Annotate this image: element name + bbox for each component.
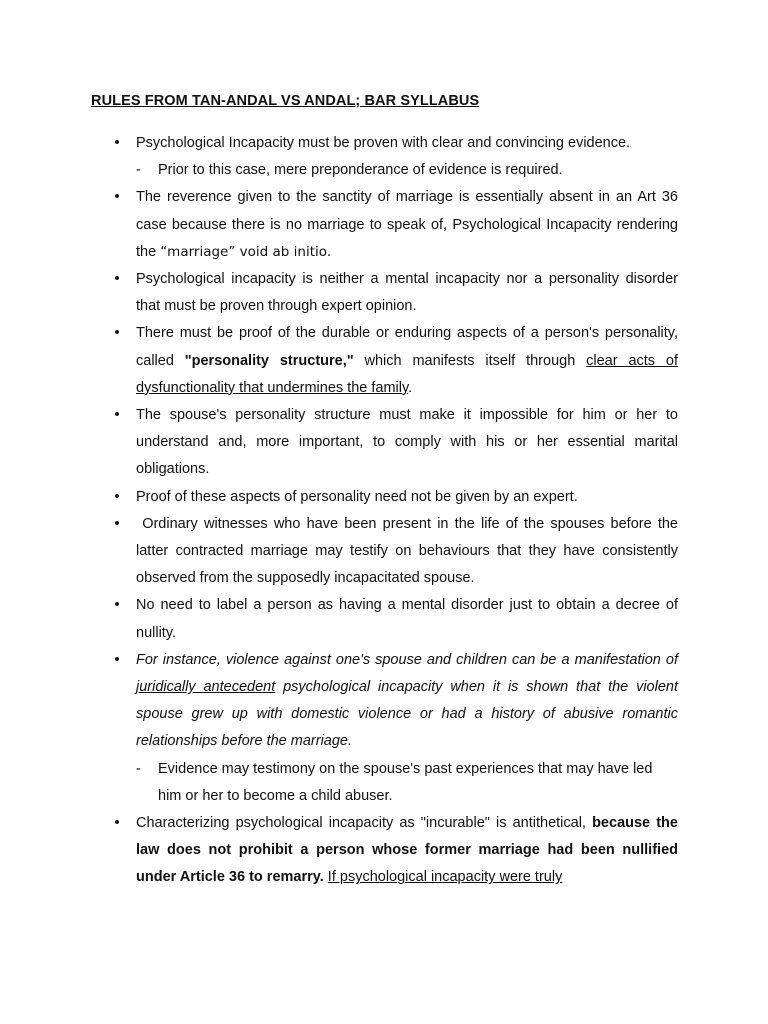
bullet-icon: • (114, 815, 120, 832)
list-item (0, 184, 678, 266)
list-item (0, 402, 678, 484)
rule-text: No need to label a person as having a mental disorder just to obtain a decree of nullity. (136, 597, 678, 641)
rules-list (0, 130, 768, 892)
list-item (0, 130, 678, 157)
sub-list-item (0, 756, 678, 810)
rule-text: Psychological incapacity is neither a mental incapacity nor a personality disorder that must be proven through expert opinion. (136, 271, 678, 315)
rule-text: The spouse's personality structure must make it impossible for him or her to understand and, more important, to comply with his or her essential marital obligations. (136, 407, 678, 478)
rule-text: The reverence given to the sanctity of marriage is essentially absent in an Art 36 case because there is no marriage to speak of, Psychological Incapacity rendering the (136, 189, 678, 260)
dash-icon: - (136, 760, 141, 777)
bullet-icon: • (114, 271, 120, 288)
rule-text-bold: "personality structure," (184, 352, 354, 369)
bullet-icon: • (114, 597, 120, 614)
rule-text-underlined: If psychological incapacity were truly (327, 869, 563, 886)
list-item (0, 592, 678, 646)
rule-text-italic-underlined: juridically antecedent (136, 679, 276, 696)
sub-list-item (0, 157, 678, 184)
list-item (0, 320, 678, 402)
list-item (0, 511, 683, 593)
list-item (0, 647, 678, 756)
bullet-icon: • (114, 407, 120, 424)
list-item (0, 484, 678, 511)
bullet-icon: • (114, 651, 120, 668)
sub-rule-text: Prior to this case, mere preponderance of evidence is required. (158, 162, 563, 179)
bullet-icon: • (114, 488, 120, 505)
rule-text: Proof of these aspects of personality need not be given by an expert. (136, 488, 578, 505)
rule-text: Psychological Incapacity must be proven with clear and convincing evidence. (136, 135, 631, 151)
rule-text: Ordinary witnesses who have been present in the life of the spouses before the latter contracted marriage may testify on behaviours that they have consistently observed from the supposedly incapacitated spouse. (136, 515, 683, 587)
list-item (0, 810, 678, 892)
rule-text: which manifests itself through (353, 352, 587, 369)
sub-rule-text: Evidence may testimony on the spouse's past experiences that may have led (158, 760, 653, 777)
bullet-icon: • (114, 189, 120, 206)
rule-text: . (408, 379, 413, 396)
dash-icon: - (136, 162, 141, 179)
bullet-icon: • (114, 135, 120, 151)
rule-text-bold: because the law does not prohibit a person whose former marriage had been nullified under Article 36 to remarry. (136, 815, 678, 886)
rule-text-quoted: “marriage” void ab initio. (160, 243, 332, 260)
rule-text: Characterizing psychological incapacity as "incurable" is antithetical, (136, 815, 593, 832)
bullet-icon: • (114, 515, 120, 532)
list-item (0, 266, 678, 320)
bullet-icon: • (114, 325, 120, 342)
sub-rule-text: him or her to become a child abuser. (158, 787, 393, 804)
rule-text-italic: psychological incapacity when it is shown that the violent spouse grew up with domestic violence or had a history of abusive romantic relationships before the marriage. (136, 679, 679, 750)
rule-text-underlined: clear acts of dysfunctionality that undermines the family (136, 352, 679, 396)
rule-text: There must be proof of the durable or enduring aspects of a person's personality, called (136, 325, 678, 369)
rule-text-italic: For instance, violence against one's spouse and children can be a manifestation of (136, 651, 678, 668)
document-title: RULES FROM TAN-ANDAL VS ANDAL; BAR SYLLABUS (91, 93, 480, 109)
